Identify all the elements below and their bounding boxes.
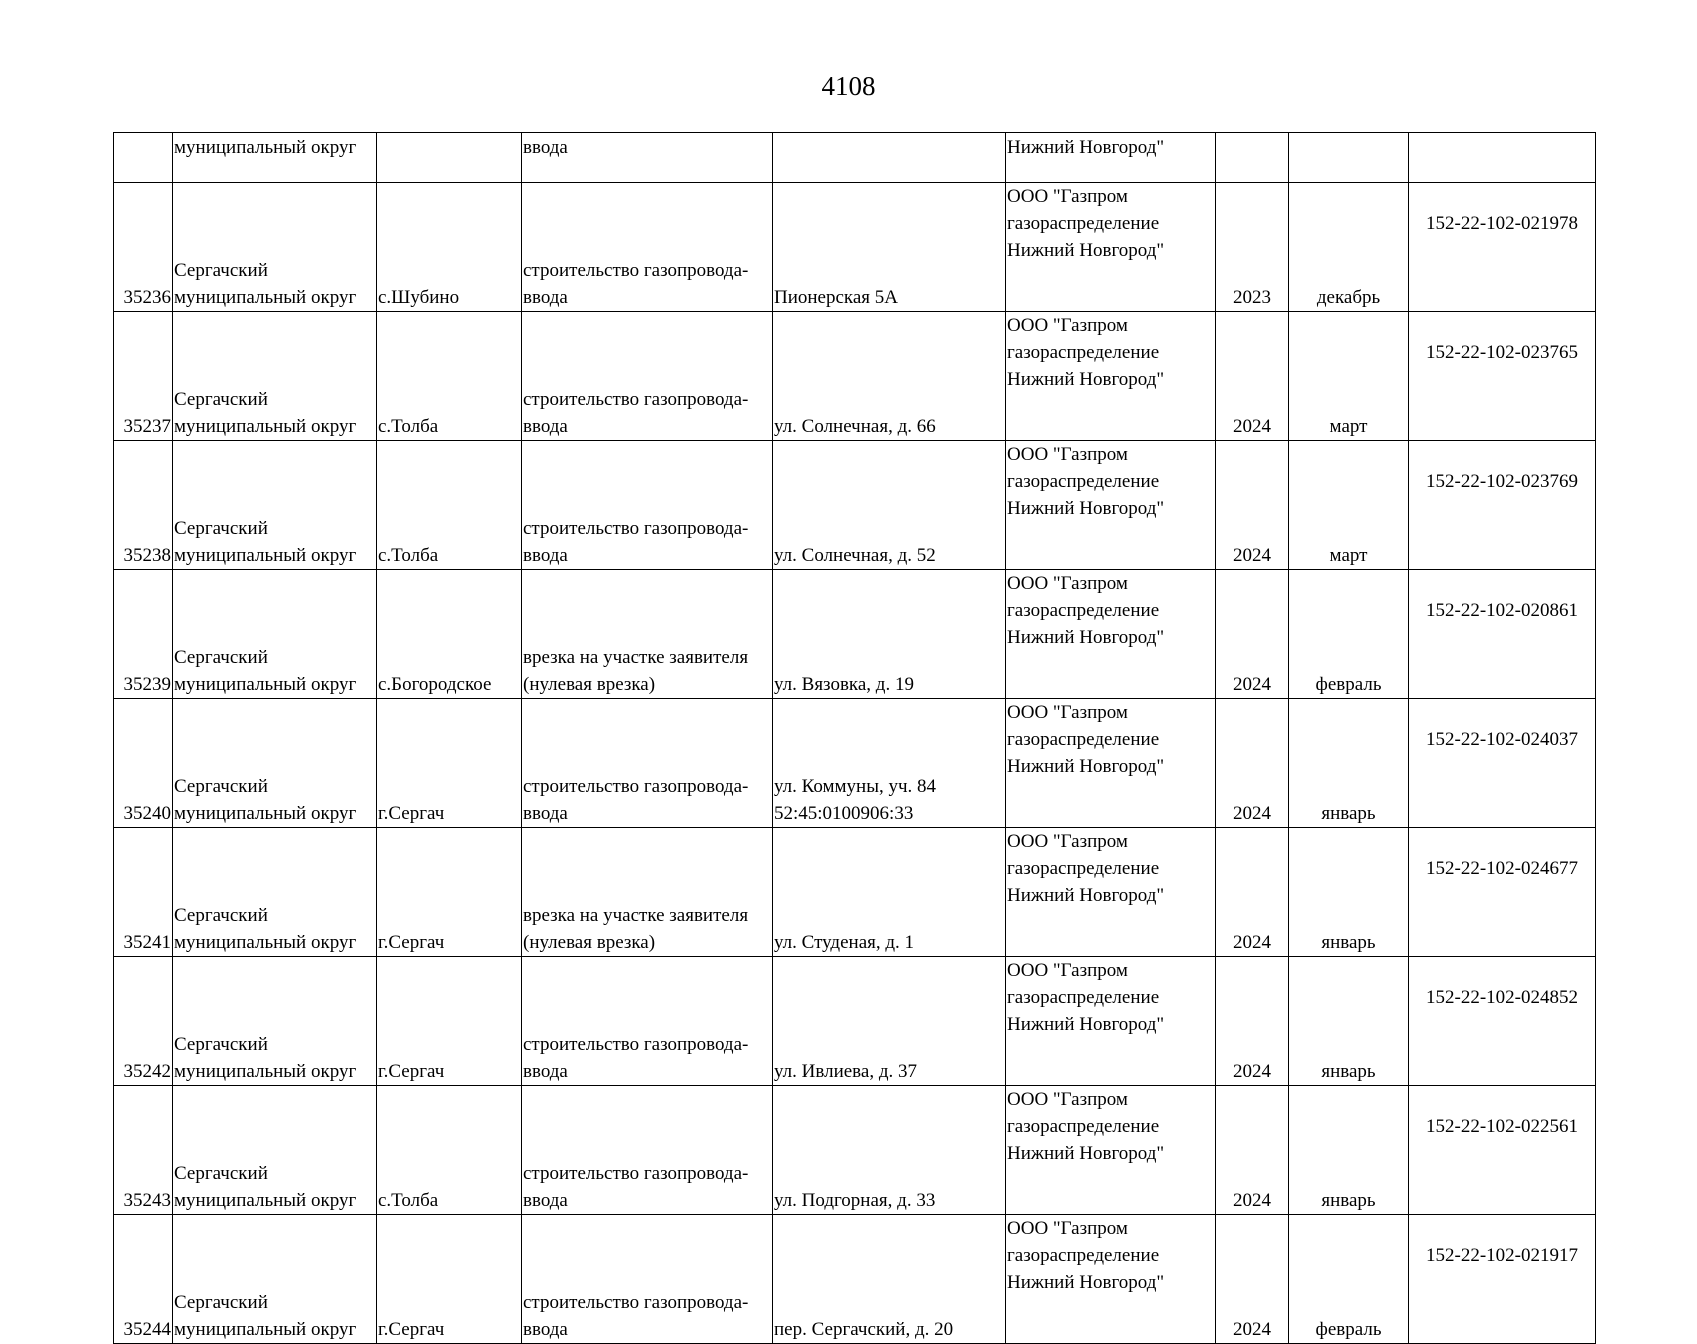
cell-settlement: с.Толба — [377, 441, 522, 570]
cell-address — [773, 1215, 1006, 1344]
cell-district — [173, 957, 377, 1086]
table-row — [114, 570, 1596, 699]
cell-work-type-line: (нулевая врезка) — [523, 674, 656, 695]
cell-work-type — [522, 441, 773, 570]
cell-operator — [1006, 1215, 1216, 1344]
cell-operator-line: ООО "Газпром — [1007, 702, 1128, 723]
cell-operator-line: газораспределение — [1007, 729, 1160, 750]
cell-operator-line: ООО "Газпром — [1007, 1218, 1128, 1239]
cell-year: 2024 — [1216, 699, 1289, 828]
cell-work-type — [522, 183, 773, 312]
cell-work-type-line: ввода — [523, 1319, 568, 1340]
cell-month: март — [1289, 312, 1409, 441]
cell-address-line: ул. Коммуны, уч. 84 — [774, 776, 937, 797]
cell-num: 35238 — [114, 441, 173, 570]
cell-year: 2024 — [1216, 570, 1289, 699]
cell-operator-line: ООО "Газпром — [1007, 960, 1128, 981]
cell-month: январь — [1289, 699, 1409, 828]
cell-year: 2024 — [1216, 1215, 1289, 1344]
cell-work-type-line: строительство газопровода- — [523, 1163, 749, 1184]
cell-work-type-line: строительство газопровода- — [523, 776, 749, 797]
cell-address — [773, 312, 1006, 441]
cell-month — [1289, 133, 1409, 183]
cell-settlement: с.Толба — [377, 312, 522, 441]
cell-district-line: муниципальный округ — [174, 803, 357, 824]
table-row — [114, 1086, 1596, 1215]
cell-address-line: ул. Ивлиева, д. 37 — [774, 1061, 917, 1082]
cell-address-line: ул. Солнечная, д. 66 — [774, 416, 936, 437]
cell-operator-line: газораспределение — [1007, 213, 1160, 234]
cell-address — [773, 441, 1006, 570]
cell-district-line: Сергачский — [174, 1292, 268, 1313]
cell-code: 152-22-102-021978 — [1409, 183, 1596, 312]
cell-district-line: Сергачский — [174, 776, 268, 797]
cell-settlement: с.Богородское — [377, 570, 522, 699]
cell-address-line: ул. Подгорная, д. 33 — [774, 1190, 936, 1211]
cell-work-type — [522, 1215, 773, 1344]
cell-operator-line: газораспределение — [1007, 1245, 1160, 1266]
cell-work-type-line: врезка на участке заявителя — [523, 905, 749, 926]
cell-district-line: Сергачский — [174, 389, 268, 410]
cell-num: 35240 — [114, 699, 173, 828]
cell-operator: Нижний Новгород" — [1006, 133, 1216, 183]
cell-work-type-line: врезка на участке заявителя — [523, 647, 749, 668]
cell-work-type-line: (нулевая врезка) — [523, 932, 656, 953]
cell-district-line: муниципальный округ — [174, 287, 357, 308]
cell-address — [773, 183, 1006, 312]
cell-district-line: Сергачский — [174, 905, 268, 926]
cell-work-type-line: ввода — [523, 1061, 568, 1082]
cell-operator-line: ООО "Газпром — [1007, 831, 1128, 852]
cell-work-type-line: ввода — [523, 287, 568, 308]
cell-district — [173, 699, 377, 828]
cell-num: 35239 — [114, 570, 173, 699]
cell-work-type — [522, 828, 773, 957]
cell-district-line: муниципальный округ — [174, 1061, 357, 1082]
cell-month: январь — [1289, 957, 1409, 1086]
cell-address — [773, 699, 1006, 828]
cell-month: февраль — [1289, 570, 1409, 699]
cell-district: муниципальный округ — [173, 133, 377, 183]
cell-address — [773, 133, 1006, 183]
cell-address — [773, 570, 1006, 699]
cell-district — [173, 1215, 377, 1344]
cell-settlement: г.Сергач — [377, 828, 522, 957]
cell-work-type: ввода — [522, 133, 773, 183]
cell-address-line: Пионерская 5А — [774, 287, 899, 308]
cell-operator-line: Нижний Новгород" — [1007, 627, 1165, 648]
cell-district — [173, 183, 377, 312]
cell-operator-line: ООО "Газпром — [1007, 573, 1128, 594]
cell-operator — [1006, 828, 1216, 957]
cell-code: 152-22-102-020861 — [1409, 570, 1596, 699]
cell-operator-line: Нижний Новгород" — [1007, 369, 1165, 390]
cell-year: 2024 — [1216, 312, 1289, 441]
cell-district-line: муниципальный округ — [174, 1190, 357, 1211]
cell-work-type-line: строительство газопровода- — [523, 518, 749, 539]
cell-operator-line: ООО "Газпром — [1007, 186, 1128, 207]
cell-code: 152-22-102-024037 — [1409, 699, 1596, 828]
cell-operator-line: газораспределение — [1007, 600, 1160, 621]
cell-address-line: пер. Сергачский, д. 20 — [774, 1319, 954, 1340]
cell-operator — [1006, 1086, 1216, 1215]
cell-address-line: ул. Вязовка, д. 19 — [774, 674, 914, 695]
cell-code: 152-22-102-023769 — [1409, 441, 1596, 570]
table-row — [114, 699, 1596, 828]
cell-settlement: с.Шубино — [377, 183, 522, 312]
cell-year: 2024 — [1216, 957, 1289, 1086]
cell-operator-line: Нижний Новгород" — [1007, 498, 1165, 519]
cell-work-type — [522, 570, 773, 699]
cell-num: 35242 — [114, 957, 173, 1086]
cell-settlement: с.Толба — [377, 1086, 522, 1215]
cell-num: 35236 — [114, 183, 173, 312]
cell-operator-line: Нижний Новгород" — [1007, 885, 1165, 906]
table-body — [114, 133, 1596, 1344]
table-row — [114, 312, 1596, 441]
cell-district-line: муниципальный округ — [174, 416, 357, 437]
cell-month: март — [1289, 441, 1409, 570]
cell-operator — [1006, 570, 1216, 699]
cell-operator-line: газораспределение — [1007, 987, 1160, 1008]
cell-operator-line: газораспределение — [1007, 342, 1160, 363]
cell-operator-line: Нижний Новгород" — [1007, 756, 1165, 777]
cell-district-line: муниципальный округ — [174, 674, 357, 695]
cell-work-type — [522, 699, 773, 828]
cell-district-line: Сергачский — [174, 647, 268, 668]
cell-district-line: Сергачский — [174, 260, 268, 281]
cell-operator — [1006, 699, 1216, 828]
cell-operator-line: ООО "Газпром — [1007, 315, 1128, 336]
cell-operator-line: ООО "Газпром — [1007, 1089, 1128, 1110]
cell-month: февраль — [1289, 1215, 1409, 1344]
table-row — [114, 441, 1596, 570]
cell-address — [773, 828, 1006, 957]
cell-operator — [1006, 183, 1216, 312]
cell-operator-line: газораспределение — [1007, 858, 1160, 879]
cell-code: 152-22-102-024852 — [1409, 957, 1596, 1086]
cell-year: 2024 — [1216, 441, 1289, 570]
cell-month: декабрь — [1289, 183, 1409, 312]
cell-operator — [1006, 312, 1216, 441]
cell-address — [773, 1086, 1006, 1215]
cell-settlement: г.Сергач — [377, 957, 522, 1086]
cell-work-type-line: ввода — [523, 416, 568, 437]
cell-work-type-line: ввода — [523, 803, 568, 824]
page-number: 4108 — [821, 71, 876, 101]
table-row — [114, 957, 1596, 1086]
cell-year — [1216, 133, 1289, 183]
table-row — [114, 828, 1596, 957]
cell-operator-line: Нижний Новгород" — [1007, 1014, 1165, 1035]
cell-district-line: муниципальный округ — [174, 1319, 357, 1340]
cell-month: январь — [1289, 1086, 1409, 1215]
cell-operator-line: Нижний Новгород" — [1007, 1272, 1165, 1293]
cell-work-type-line: строительство газопровода- — [523, 1034, 749, 1055]
continuation-row — [114, 133, 1596, 183]
cell-operator-line: Нижний Новгород" — [1007, 1143, 1165, 1164]
cell-operator-line: ООО "Газпром — [1007, 444, 1128, 465]
cell-work-type — [522, 312, 773, 441]
cell-year: 2024 — [1216, 828, 1289, 957]
cell-num — [114, 133, 173, 183]
cell-work-type-line: строительство газопровода- — [523, 1292, 749, 1313]
cell-district — [173, 828, 377, 957]
cell-district — [173, 570, 377, 699]
cell-month: январь — [1289, 828, 1409, 957]
cell-work-type-line: ввода — [523, 545, 568, 566]
registry-table — [113, 132, 1596, 1344]
cell-address-line: ул. Солнечная, д. 52 — [774, 545, 936, 566]
cell-operator — [1006, 441, 1216, 570]
cell-district-line: муниципальный округ — [174, 932, 357, 953]
cell-address-line: ул. Студеная, д. 1 — [774, 932, 915, 953]
cell-work-type-line: строительство газопровода- — [523, 389, 749, 410]
cell-num: 35243 — [114, 1086, 173, 1215]
cell-code: 152-22-102-024677 — [1409, 828, 1596, 957]
cell-district-line: Сергачский — [174, 1163, 268, 1184]
cell-settlement: г.Сергач — [377, 699, 522, 828]
cell-year: 2024 — [1216, 1086, 1289, 1215]
cell-num: 35237 — [114, 312, 173, 441]
cell-work-type-line: строительство газопровода- — [523, 260, 749, 281]
cell-work-type — [522, 1086, 773, 1215]
cell-operator — [1006, 957, 1216, 1086]
cell-code: 152-22-102-022561 — [1409, 1086, 1596, 1215]
cell-num: 35244 — [114, 1215, 173, 1344]
cell-district — [173, 1086, 377, 1215]
cell-code: 152-22-102-023765 — [1409, 312, 1596, 441]
cell-work-type-line: ввода — [523, 1190, 568, 1211]
cell-district-line: муниципальный округ — [174, 545, 357, 566]
cell-address-line: 52:45:0100906:33 — [774, 803, 914, 824]
cell-code — [1409, 133, 1596, 183]
cell-operator-line: газораспределение — [1007, 1116, 1160, 1137]
cell-operator-line: Нижний Новгород" — [1007, 240, 1165, 261]
cell-district-line: Сергачский — [174, 1034, 268, 1055]
cell-settlement: г.Сергач — [377, 1215, 522, 1344]
cell-address — [773, 957, 1006, 1086]
cell-code: 152-22-102-021917 — [1409, 1215, 1596, 1344]
cell-year: 2023 — [1216, 183, 1289, 312]
cell-district-line: Сергачский — [174, 518, 268, 539]
cell-district — [173, 312, 377, 441]
cell-settlement — [377, 133, 522, 183]
cell-work-type — [522, 957, 773, 1086]
table-row — [114, 1215, 1596, 1344]
table-row — [114, 183, 1596, 312]
cell-district — [173, 441, 377, 570]
cell-operator-line: газораспределение — [1007, 471, 1160, 492]
cell-num: 35241 — [114, 828, 173, 957]
